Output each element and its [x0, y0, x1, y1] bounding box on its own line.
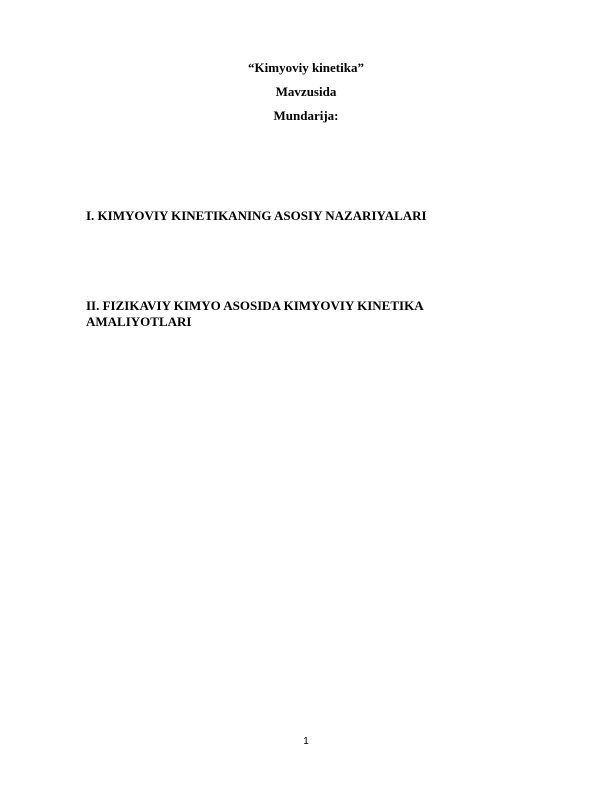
- contents-heading: Mundarija:: [273, 108, 339, 123]
- toc-part-2-heading-line-1[interactable]: II. FIZIKAVIY KIMYO ASOSIDA KIMYOVIY KINETIKA: [86, 298, 424, 313]
- toc-part-1-heading[interactable]: I. KIMYOVIY KINETIKANING ASOSIY NAZARIYALARI: [86, 208, 427, 223]
- toc-part-2-heading-line-2[interactable]: AMALIYOTLARI: [86, 314, 192, 329]
- document-title: “Kimyoviy kinetika”: [248, 60, 364, 75]
- document-subtitle: Mavzusida: [275, 84, 337, 99]
- page-number: 1: [303, 736, 309, 747]
